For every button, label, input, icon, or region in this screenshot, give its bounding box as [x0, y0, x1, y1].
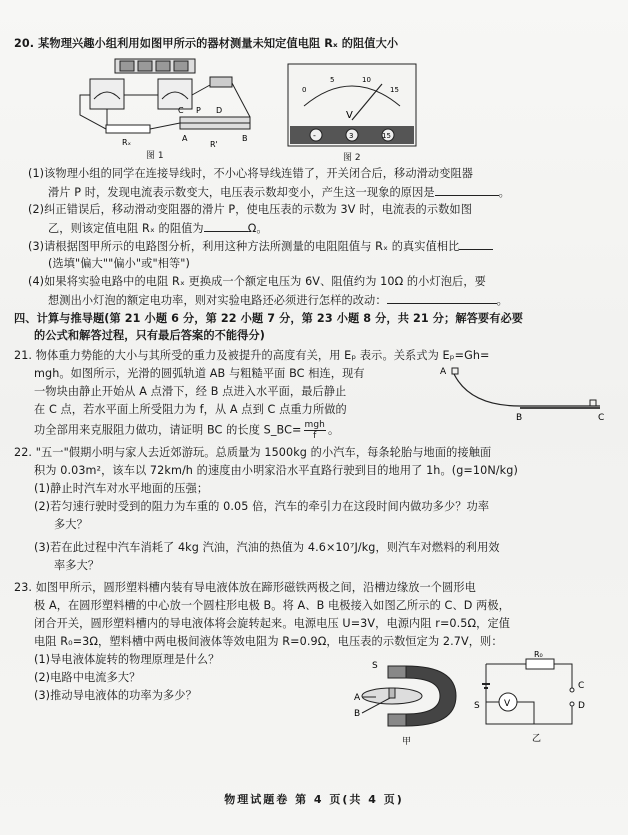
svg-text:A: A — [440, 367, 447, 377]
q22-line4: (2)若匀速行驶时受到的阻力为车重的 0.05 倍，汽车的牵引力在这段时间内做功多少？功率 — [34, 500, 490, 513]
q20-part4-line1: (4)如果将实验电路中的电阻 Rₓ 更换成一个额定电压为 6V、阻值约为 10Ω 的小灯泡后，要 — [28, 275, 486, 288]
q20-part3-line1: (3)请根据图甲所示的电路图分析，利用这种方法所测量的电阻阻值与 Rₓ 的真实值相比 — [28, 238, 493, 254]
q20-part4-answer-blank[interactable] — [387, 292, 497, 304]
q20-part1-line2: 滑片 P 时，发现电流表示数变大，电压表示数却变小，产生这一现象的原因是 。 — [48, 186, 510, 199]
svg-text:S: S — [474, 701, 480, 711]
svg-text:A: A — [182, 134, 188, 143]
resistor-r0 — [526, 659, 554, 669]
svg-text:15: 15 — [382, 132, 391, 140]
q20-figure-2 — [286, 62, 418, 148]
q23-line5: (1)导电液体旋转的物理原理是什么？ — [34, 653, 220, 666]
q20-part3-answer-blank[interactable] — [459, 238, 493, 250]
svg-text:10: 10 — [362, 76, 371, 84]
svg-text:P: P — [196, 106, 201, 115]
svg-text:V: V — [346, 110, 353, 121]
svg-text:乙: 乙 — [532, 734, 542, 744]
section4-heading-line1: 四、计算与推导题(第 21 小题 6 分，第 22 小题 7 分，第 23 小题 8 分，共 21 分；解答要有必要 — [14, 312, 524, 325]
q22-line1: 22. "五一"假期小明与家人去近郊游玩。总质量为 1500kg 的小汽车，每条轮胎与地面的接触面 — [14, 446, 492, 459]
svg-text:C: C — [578, 681, 585, 691]
q20-part3-line2: (选填"偏大""偏小"或"相等") — [48, 257, 190, 270]
label-rx: Rₓ — [122, 138, 132, 147]
q23-line2: 极 A，在圆形塑料槽的中心放一个圆柱形电极 B。将 A、B 电极接入如图乙所示的 C、D 两极， — [34, 599, 510, 612]
q20-part2-line2: 乙，则该定值电阻 Rₓ 的阻值为 Ω。 — [48, 222, 268, 235]
voltmeter — [158, 79, 192, 109]
page-footer: 物理试题卷 第 4 页(共 4 页) — [224, 793, 404, 806]
svg-text:甲: 甲 — [402, 737, 412, 747]
q22-line2: 积为 0.03m²，该车以 72km/h 的速度由小明家沿水平直路行驶到目的地用了 1h。(g=10N/kg) — [34, 464, 518, 477]
q20-part2-line1: (2)纠正错误后，移动滑动变阻器的滑片 P，使电压表的示数为 3V 时，电流表的示数如图 — [28, 203, 472, 216]
q21-line1: 21. 物体重力势能的大小与其所受的重力及被提升的高度有关，用 Eₚ 表示。关系式为 Eₚ=Gh= — [14, 349, 490, 362]
q20-fig2-caption: 图 2 — [343, 153, 361, 163]
svg-text:0: 0 — [302, 86, 307, 94]
svg-text:C: C — [178, 106, 184, 115]
q20-fig1-caption: 图 1 — [146, 151, 164, 161]
q21-fraction: mgh f — [304, 420, 325, 441]
q21-line5: 功全部用来克服阻力做功，请证明 BC 的长度 S_BC= mgh f 。 — [34, 420, 340, 441]
q22-line7: 率多大？ — [54, 559, 100, 572]
svg-text:15: 15 — [390, 86, 399, 94]
resistor-rx — [106, 125, 150, 133]
svg-text:B: B — [354, 709, 361, 719]
q20-title: 20. 某物理兴趣小组利用如图甲所示的器材测量未知定值电阻 Rₓ 的阻值大小 — [14, 37, 399, 50]
svg-text:3: 3 — [349, 132, 354, 140]
ammeter — [90, 79, 124, 109]
svg-text:B: B — [516, 413, 523, 423]
terminal-d — [570, 702, 574, 706]
svg-text:R₀: R₀ — [534, 650, 543, 659]
svg-text:S: S — [372, 661, 378, 671]
q20-part1-answer-blank[interactable] — [435, 184, 499, 196]
block-at-c — [590, 400, 596, 406]
q22-line5: 多大？ — [54, 518, 88, 531]
q23-line7: (3)推动导电液体的功率为多少？ — [34, 689, 197, 702]
q23-line4: 电阻 R₀=3Ω，塑料槽中两电极间液体等效电阻为 R=0.9Ω，电压表的示数恒定为 2.7V，则： — [34, 635, 503, 648]
electrode-b — [389, 688, 395, 698]
q23-line3: 闭合开关，圆形塑料槽内的导电液体将会旋转起来。电源电压 U=3V，电源内阻 r=0.5Ω，定值 — [34, 617, 511, 630]
svg-text:C: C — [598, 413, 605, 423]
svg-text:D: D — [578, 701, 585, 711]
block-at-a — [452, 368, 458, 374]
q21-line2: mgh。如图所示，光滑的圆弧轨道 AB 与粗糙平面 BC 相连，现有 — [34, 367, 365, 380]
terminal-minus — [310, 129, 322, 141]
q20-part2-answer-blank[interactable] — [204, 220, 248, 232]
q23-figure-yi — [474, 648, 604, 744]
section4-heading-line2: 的公式和解答过程，只有最后答案的不能得分) — [34, 329, 265, 342]
q20-part4-line2: 想测出小灯泡的额定电功率，则对实验电路还必须进行怎样的改动： 。 — [48, 294, 508, 307]
terminal-c — [570, 688, 574, 692]
q23-line1: 23. 如图甲所示，圆形塑料槽内装有导电液体放在蹄形磁铁两极之间，沿槽边缘放一个圆形电 — [14, 581, 476, 594]
q20-part1-line1: (1)该物理小组的同学在连接导线时，不小心将导线连错了，开关闭合后，移动滑动变阻器 — [28, 167, 474, 180]
q21-line3: 一物块由静止开始从 A 点滑下，经 B 点进入水平面，最后静止 — [34, 385, 347, 398]
svg-text:D: D — [216, 106, 223, 115]
arc-track-ab — [454, 374, 520, 406]
q23-line6: (2)电路中电流多大？ — [34, 671, 141, 684]
svg-text:B: B — [242, 134, 248, 143]
switch — [210, 77, 232, 87]
q22-line6: (3)若在此过程中汽车消耗了 4kg 汽油，汽油的热值为 4.6×10⁷J/kg，则汽车对燃料的利用效 — [34, 541, 500, 554]
q21-line4: 在 C 点，若水平面上所受阻力为 f，从 A 点到 C 点重力所做的 — [34, 403, 347, 416]
svg-text:5: 5 — [330, 76, 335, 84]
q20-figure-1 — [70, 55, 260, 150]
svg-text:-: - — [313, 131, 316, 140]
q23-figure-jia — [336, 656, 466, 748]
svg-text:A: A — [354, 693, 361, 703]
svg-text:V: V — [504, 699, 511, 709]
q22-line3: (1)静止时汽车对水平地面的压强； — [34, 482, 209, 495]
q21-figure — [440, 362, 610, 424]
svg-text:R': R' — [210, 140, 218, 149]
